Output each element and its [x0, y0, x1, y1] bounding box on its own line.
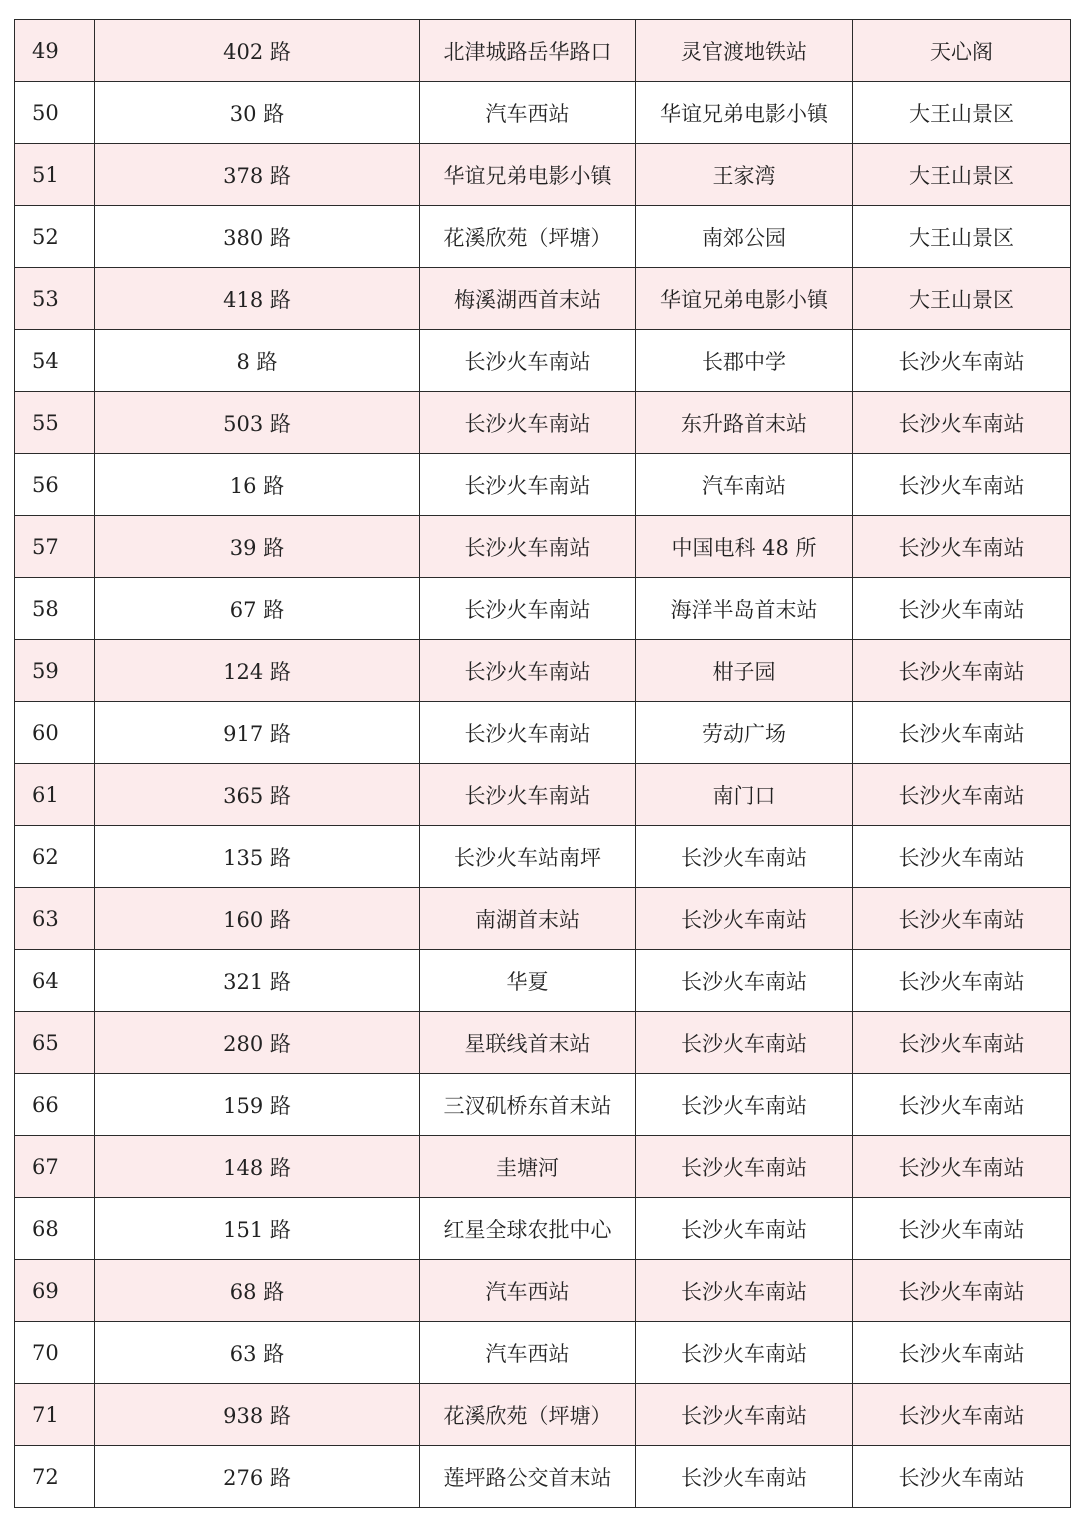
row-number-cell: 65: [15, 1012, 95, 1074]
table-row: [15, 1446, 1071, 1508]
stop-a-cell: 长沙火车南站: [420, 392, 636, 454]
route-name-cell: 8 路: [95, 330, 420, 392]
stop-c-cell: 长沙火车南站: [853, 702, 1071, 764]
route-name-cell: 365 路: [95, 764, 420, 826]
row-number-cell: 71: [15, 1384, 95, 1446]
stop-a-cell: 长沙火车南站: [420, 578, 636, 640]
stop-c-cell: 大王山景区: [853, 144, 1071, 206]
table-row: [15, 950, 1071, 1012]
table-row: [15, 640, 1071, 702]
stop-a-cell: 华谊兄弟电影小镇: [420, 144, 636, 206]
stop-c-cell: 长沙火车南站: [853, 826, 1071, 888]
row-number-cell: 68: [15, 1198, 95, 1260]
row-number-cell: 60: [15, 702, 95, 764]
stop-b-cell: 长沙火车南站: [636, 1384, 853, 1446]
stop-b-cell: 南门口: [636, 764, 853, 826]
route-name-cell: 135 路: [95, 826, 420, 888]
table-row: [15, 20, 1071, 82]
table-row: [15, 82, 1071, 144]
stop-a-cell: 星联线首末站: [420, 1012, 636, 1074]
stop-a-cell: 长沙火车南站: [420, 764, 636, 826]
row-number-cell: 57: [15, 516, 95, 578]
row-number-cell: 72: [15, 1446, 95, 1508]
stop-c-cell: 长沙火车南站: [853, 1260, 1071, 1322]
route-name-cell: 418 路: [95, 268, 420, 330]
stop-a-cell: 花溪欣苑（坪塘）: [420, 1384, 636, 1446]
stop-b-cell: 长沙火车南站: [636, 1260, 853, 1322]
stop-a-cell: 三汊矶桥东首末站: [420, 1074, 636, 1136]
table-row: [15, 764, 1071, 826]
row-number-cell: 59: [15, 640, 95, 702]
row-number-cell: 51: [15, 144, 95, 206]
stop-c-cell: 长沙火车南站: [853, 1198, 1071, 1260]
stop-a-cell: 华夏: [420, 950, 636, 1012]
stop-a-cell: 长沙火车南站: [420, 516, 636, 578]
stop-c-cell: 长沙火车南站: [853, 950, 1071, 1012]
stop-a-cell: 红星全球农批中心: [420, 1198, 636, 1260]
stop-a-cell: 汽车西站: [420, 1260, 636, 1322]
stop-a-cell: 梅溪湖西首末站: [420, 268, 636, 330]
stop-c-cell: 长沙火车南站: [853, 516, 1071, 578]
stop-c-cell: 长沙火车南站: [853, 640, 1071, 702]
stop-b-cell: 长沙火车南站: [636, 1198, 853, 1260]
stop-a-cell: 长沙火车南站: [420, 702, 636, 764]
stop-b-cell: 长沙火车南站: [636, 888, 853, 950]
stop-b-cell: 东升路首末站: [636, 392, 853, 454]
table-row: [15, 1384, 1071, 1446]
stop-b-cell: 长沙火车南站: [636, 1136, 853, 1198]
route-name-cell: 402 路: [95, 20, 420, 82]
stop-a-cell: 花溪欣苑（坪塘）: [420, 206, 636, 268]
stop-b-cell: 南郊公园: [636, 206, 853, 268]
stop-c-cell: 大王山景区: [853, 268, 1071, 330]
stop-c-cell: 长沙火车南站: [853, 392, 1071, 454]
table-row: [15, 516, 1071, 578]
stop-b-cell: 灵官渡地铁站: [636, 20, 853, 82]
stop-b-cell: 长沙火车南站: [636, 1074, 853, 1136]
table-row: [15, 144, 1071, 206]
route-name-cell: 16 路: [95, 454, 420, 516]
stop-b-cell: 劳动广场: [636, 702, 853, 764]
stop-c-cell: 大王山景区: [853, 206, 1071, 268]
table-row: [15, 578, 1071, 640]
stop-c-cell: 长沙火车南站: [853, 1136, 1071, 1198]
row-number-cell: 53: [15, 268, 95, 330]
stop-a-cell: 圭塘河: [420, 1136, 636, 1198]
table-row: [15, 826, 1071, 888]
stop-a-cell: 北津城路岳华路口: [420, 20, 636, 82]
stop-c-cell: 大王山景区: [853, 82, 1071, 144]
stop-b-cell: 长沙火车南站: [636, 1446, 853, 1508]
stop-c-cell: 长沙火车南站: [853, 330, 1071, 392]
route-table-body: [15, 20, 1071, 1508]
table-row: [15, 702, 1071, 764]
table-row: [15, 206, 1071, 268]
route-name-cell: 124 路: [95, 640, 420, 702]
stop-b-cell: 长郡中学: [636, 330, 853, 392]
table-row: [15, 454, 1071, 516]
row-number-cell: 69: [15, 1260, 95, 1322]
stop-c-cell: 长沙火车南站: [853, 578, 1071, 640]
stop-b-cell: 海洋半岛首末站: [636, 578, 853, 640]
table-row: [15, 1074, 1071, 1136]
stop-b-cell: 中国电科 48 所: [636, 516, 853, 578]
route-name-cell: 280 路: [95, 1012, 420, 1074]
bus-route-table: [14, 19, 1071, 1508]
stop-c-cell: 长沙火车南站: [853, 888, 1071, 950]
stop-c-cell: 天心阁: [853, 20, 1071, 82]
stop-b-cell: 汽车南站: [636, 454, 853, 516]
row-number-cell: 55: [15, 392, 95, 454]
stop-b-cell: 长沙火车南站: [636, 1012, 853, 1074]
route-name-cell: 503 路: [95, 392, 420, 454]
stop-a-cell: 汽车西站: [420, 1322, 636, 1384]
route-name-cell: 276 路: [95, 1446, 420, 1508]
stop-c-cell: 长沙火车南站: [853, 1446, 1071, 1508]
stop-c-cell: 长沙火车南站: [853, 1322, 1071, 1384]
table-row: [15, 268, 1071, 330]
stop-a-cell: 南湖首末站: [420, 888, 636, 950]
route-name-cell: 148 路: [95, 1136, 420, 1198]
row-number-cell: 70: [15, 1322, 95, 1384]
stop-a-cell: 长沙火车南站: [420, 640, 636, 702]
stop-c-cell: 长沙火车南站: [853, 1384, 1071, 1446]
stop-c-cell: 长沙火车南站: [853, 1012, 1071, 1074]
route-name-cell: 160 路: [95, 888, 420, 950]
row-number-cell: 58: [15, 578, 95, 640]
route-name-cell: 63 路: [95, 1322, 420, 1384]
stop-b-cell: 长沙火车南站: [636, 1322, 853, 1384]
stop-b-cell: 华谊兄弟电影小镇: [636, 268, 853, 330]
row-number-cell: 50: [15, 82, 95, 144]
stop-a-cell: 长沙火车南站: [420, 454, 636, 516]
stop-b-cell: 华谊兄弟电影小镇: [636, 82, 853, 144]
route-name-cell: 30 路: [95, 82, 420, 144]
table-row: [15, 1260, 1071, 1322]
row-number-cell: 66: [15, 1074, 95, 1136]
table-row: [15, 392, 1071, 454]
route-name-cell: 321 路: [95, 950, 420, 1012]
stop-c-cell: 长沙火车南站: [853, 1074, 1071, 1136]
route-name-cell: 151 路: [95, 1198, 420, 1260]
route-name-cell: 159 路: [95, 1074, 420, 1136]
table-row: [15, 1198, 1071, 1260]
stop-c-cell: 长沙火车南站: [853, 454, 1071, 516]
row-number-cell: 61: [15, 764, 95, 826]
row-number-cell: 56: [15, 454, 95, 516]
row-number-cell: 52: [15, 206, 95, 268]
stop-b-cell: 长沙火车南站: [636, 826, 853, 888]
row-number-cell: 64: [15, 950, 95, 1012]
table-row: [15, 1322, 1071, 1384]
route-name-cell: 68 路: [95, 1260, 420, 1322]
route-name-cell: 39 路: [95, 516, 420, 578]
table-row: [15, 888, 1071, 950]
row-number-cell: 67: [15, 1136, 95, 1198]
row-number-cell: 54: [15, 330, 95, 392]
stop-b-cell: 长沙火车南站: [636, 950, 853, 1012]
route-name-cell: 378 路: [95, 144, 420, 206]
route-name-cell: 67 路: [95, 578, 420, 640]
row-number-cell: 49: [15, 20, 95, 82]
table-row: [15, 1012, 1071, 1074]
stop-a-cell: 长沙火车南站: [420, 330, 636, 392]
row-number-cell: 63: [15, 888, 95, 950]
route-name-cell: 938 路: [95, 1384, 420, 1446]
route-name-cell: 917 路: [95, 702, 420, 764]
table-row: [15, 1136, 1071, 1198]
row-number-cell: 62: [15, 826, 95, 888]
stop-c-cell: 长沙火车南站: [853, 764, 1071, 826]
table-row: [15, 330, 1071, 392]
stop-b-cell: 柑子园: [636, 640, 853, 702]
route-name-cell: 380 路: [95, 206, 420, 268]
stop-b-cell: 王家湾: [636, 144, 853, 206]
stop-a-cell: 长沙火车站南坪: [420, 826, 636, 888]
stop-a-cell: 莲坪路公交首末站: [420, 1446, 636, 1508]
stop-a-cell: 汽车西站: [420, 82, 636, 144]
